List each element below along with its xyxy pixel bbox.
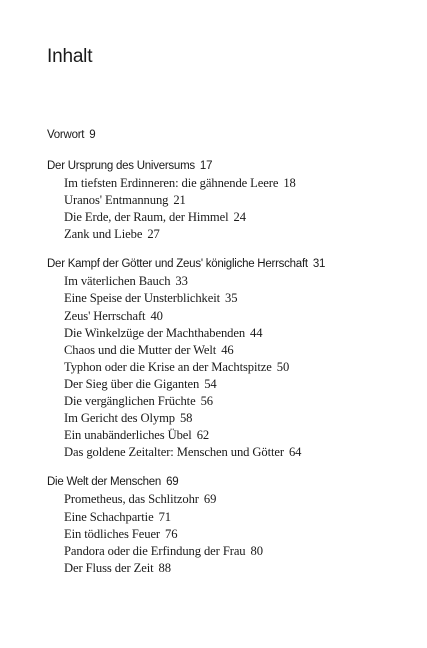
entry-page-number: 18 bbox=[283, 176, 296, 190]
entry-page-number: 21 bbox=[173, 193, 186, 208]
toc-entry bbox=[47, 226, 407, 243]
entry-title: Chaos und die Mutter der Welt bbox=[64, 342, 217, 357]
entry-page-number: 46 bbox=[221, 342, 234, 357]
entry-title: Die vergänglichen Früchte bbox=[64, 394, 196, 409]
toc-section-heading bbox=[47, 256, 407, 273]
toc-entry bbox=[47, 444, 407, 461]
entry-title: Prometheus, das Schlitzohr bbox=[64, 492, 199, 507]
entry-page-number: 44 bbox=[250, 325, 263, 340]
section-page-number: 17 bbox=[199, 160, 213, 172]
toc-entry bbox=[47, 543, 407, 560]
entry-page-number: 50 bbox=[276, 359, 290, 374]
entry-page-number: 71 bbox=[158, 509, 171, 524]
toc-entry bbox=[47, 509, 407, 526]
entry-title: Ein tödliches Feuer bbox=[64, 526, 161, 541]
toc-entry bbox=[47, 273, 407, 290]
toc-entry bbox=[47, 359, 407, 376]
toc-entry bbox=[47, 376, 407, 393]
toc-entry bbox=[47, 308, 407, 325]
toc-entry bbox=[47, 427, 407, 444]
toc-entry bbox=[47, 325, 407, 342]
toc-entry bbox=[47, 393, 407, 410]
toc-section-heading bbox=[47, 474, 407, 491]
section-page-number: 69 bbox=[166, 476, 179, 489]
entry-title: Zank und Liebe bbox=[64, 227, 143, 242]
toc-section bbox=[47, 256, 407, 461]
entry-page-number: 54 bbox=[204, 376, 217, 391]
entry-title: Im Gericht des Olymp bbox=[64, 411, 175, 426]
entry-title: Eine Speise der Unsterblichkeit bbox=[64, 291, 221, 306]
entry-page-number: 27 bbox=[147, 227, 160, 242]
page-title: Inhalt bbox=[47, 46, 93, 67]
section-title: Der Ursprung des Universums bbox=[47, 160, 195, 172]
section-title: Der Kampf der Götter und Zeus' königliche Herrschaft bbox=[47, 258, 308, 271]
entry-title: Eine Schachpartie bbox=[64, 509, 154, 524]
toc-section-heading bbox=[47, 127, 407, 144]
entry-page-number: 33 bbox=[175, 274, 188, 289]
table-of-contents bbox=[47, 127, 407, 590]
entry-title: Uranos' Entmannung bbox=[64, 193, 169, 208]
toc-entry bbox=[47, 290, 407, 307]
section-page-number: 9 bbox=[89, 129, 96, 141]
toc-entry bbox=[47, 491, 407, 508]
entry-title: Die Winkelzüge der Machthabenden bbox=[64, 325, 246, 340]
entry-page-number: 64 bbox=[288, 445, 302, 460]
entry-title: Im tiefsten Erdinneren: die gähnende Leere bbox=[64, 176, 279, 190]
entry-page-number: 40 bbox=[150, 308, 163, 323]
entry-title: Typhon oder die Krise an der Machtspitze bbox=[64, 359, 272, 374]
entry-title: Ein unabänderliches Übel bbox=[64, 428, 192, 443]
toc-section bbox=[47, 474, 407, 576]
toc-entry bbox=[47, 175, 407, 192]
entry-page-number: 62 bbox=[196, 428, 210, 443]
section-title: Vorwort bbox=[47, 129, 85, 141]
entry-title: Der Sieg über die Giganten bbox=[64, 376, 200, 391]
entry-title: Das goldene Zeitalter: Menschen und Götter bbox=[64, 445, 284, 460]
toc-entry bbox=[47, 560, 407, 577]
section-page-number: 31 bbox=[312, 258, 326, 271]
entry-title: Pandora oder die Erfindung der Frau bbox=[64, 543, 246, 558]
entry-page-number: 56 bbox=[200, 394, 213, 409]
toc-entry bbox=[47, 410, 407, 427]
toc-entry bbox=[47, 209, 407, 226]
toc-entry bbox=[47, 192, 407, 209]
entry-page-number: 69 bbox=[203, 492, 217, 507]
entry-page-number: 58 bbox=[179, 411, 193, 426]
entry-page-number: 88 bbox=[158, 560, 171, 575]
entry-title: Zeus' Herrschaft bbox=[64, 308, 146, 323]
entry-page-number: 80 bbox=[250, 543, 263, 558]
toc-entry bbox=[47, 342, 407, 359]
entry-page-number: 24 bbox=[233, 210, 246, 225]
entry-page-number: 35 bbox=[225, 291, 238, 306]
toc-section bbox=[47, 127, 407, 144]
toc-section bbox=[47, 158, 407, 243]
entry-title: Im väterlichen Bauch bbox=[64, 274, 171, 289]
entry-title: Die Erde, der Raum, der Himmel bbox=[64, 210, 229, 225]
entry-title: Der Fluss der Zeit bbox=[64, 560, 154, 575]
section-title: Die Welt der Menschen bbox=[47, 476, 162, 489]
toc-section-heading bbox=[47, 158, 407, 175]
toc-entry bbox=[47, 526, 407, 543]
entry-page-number: 76 bbox=[165, 526, 178, 541]
